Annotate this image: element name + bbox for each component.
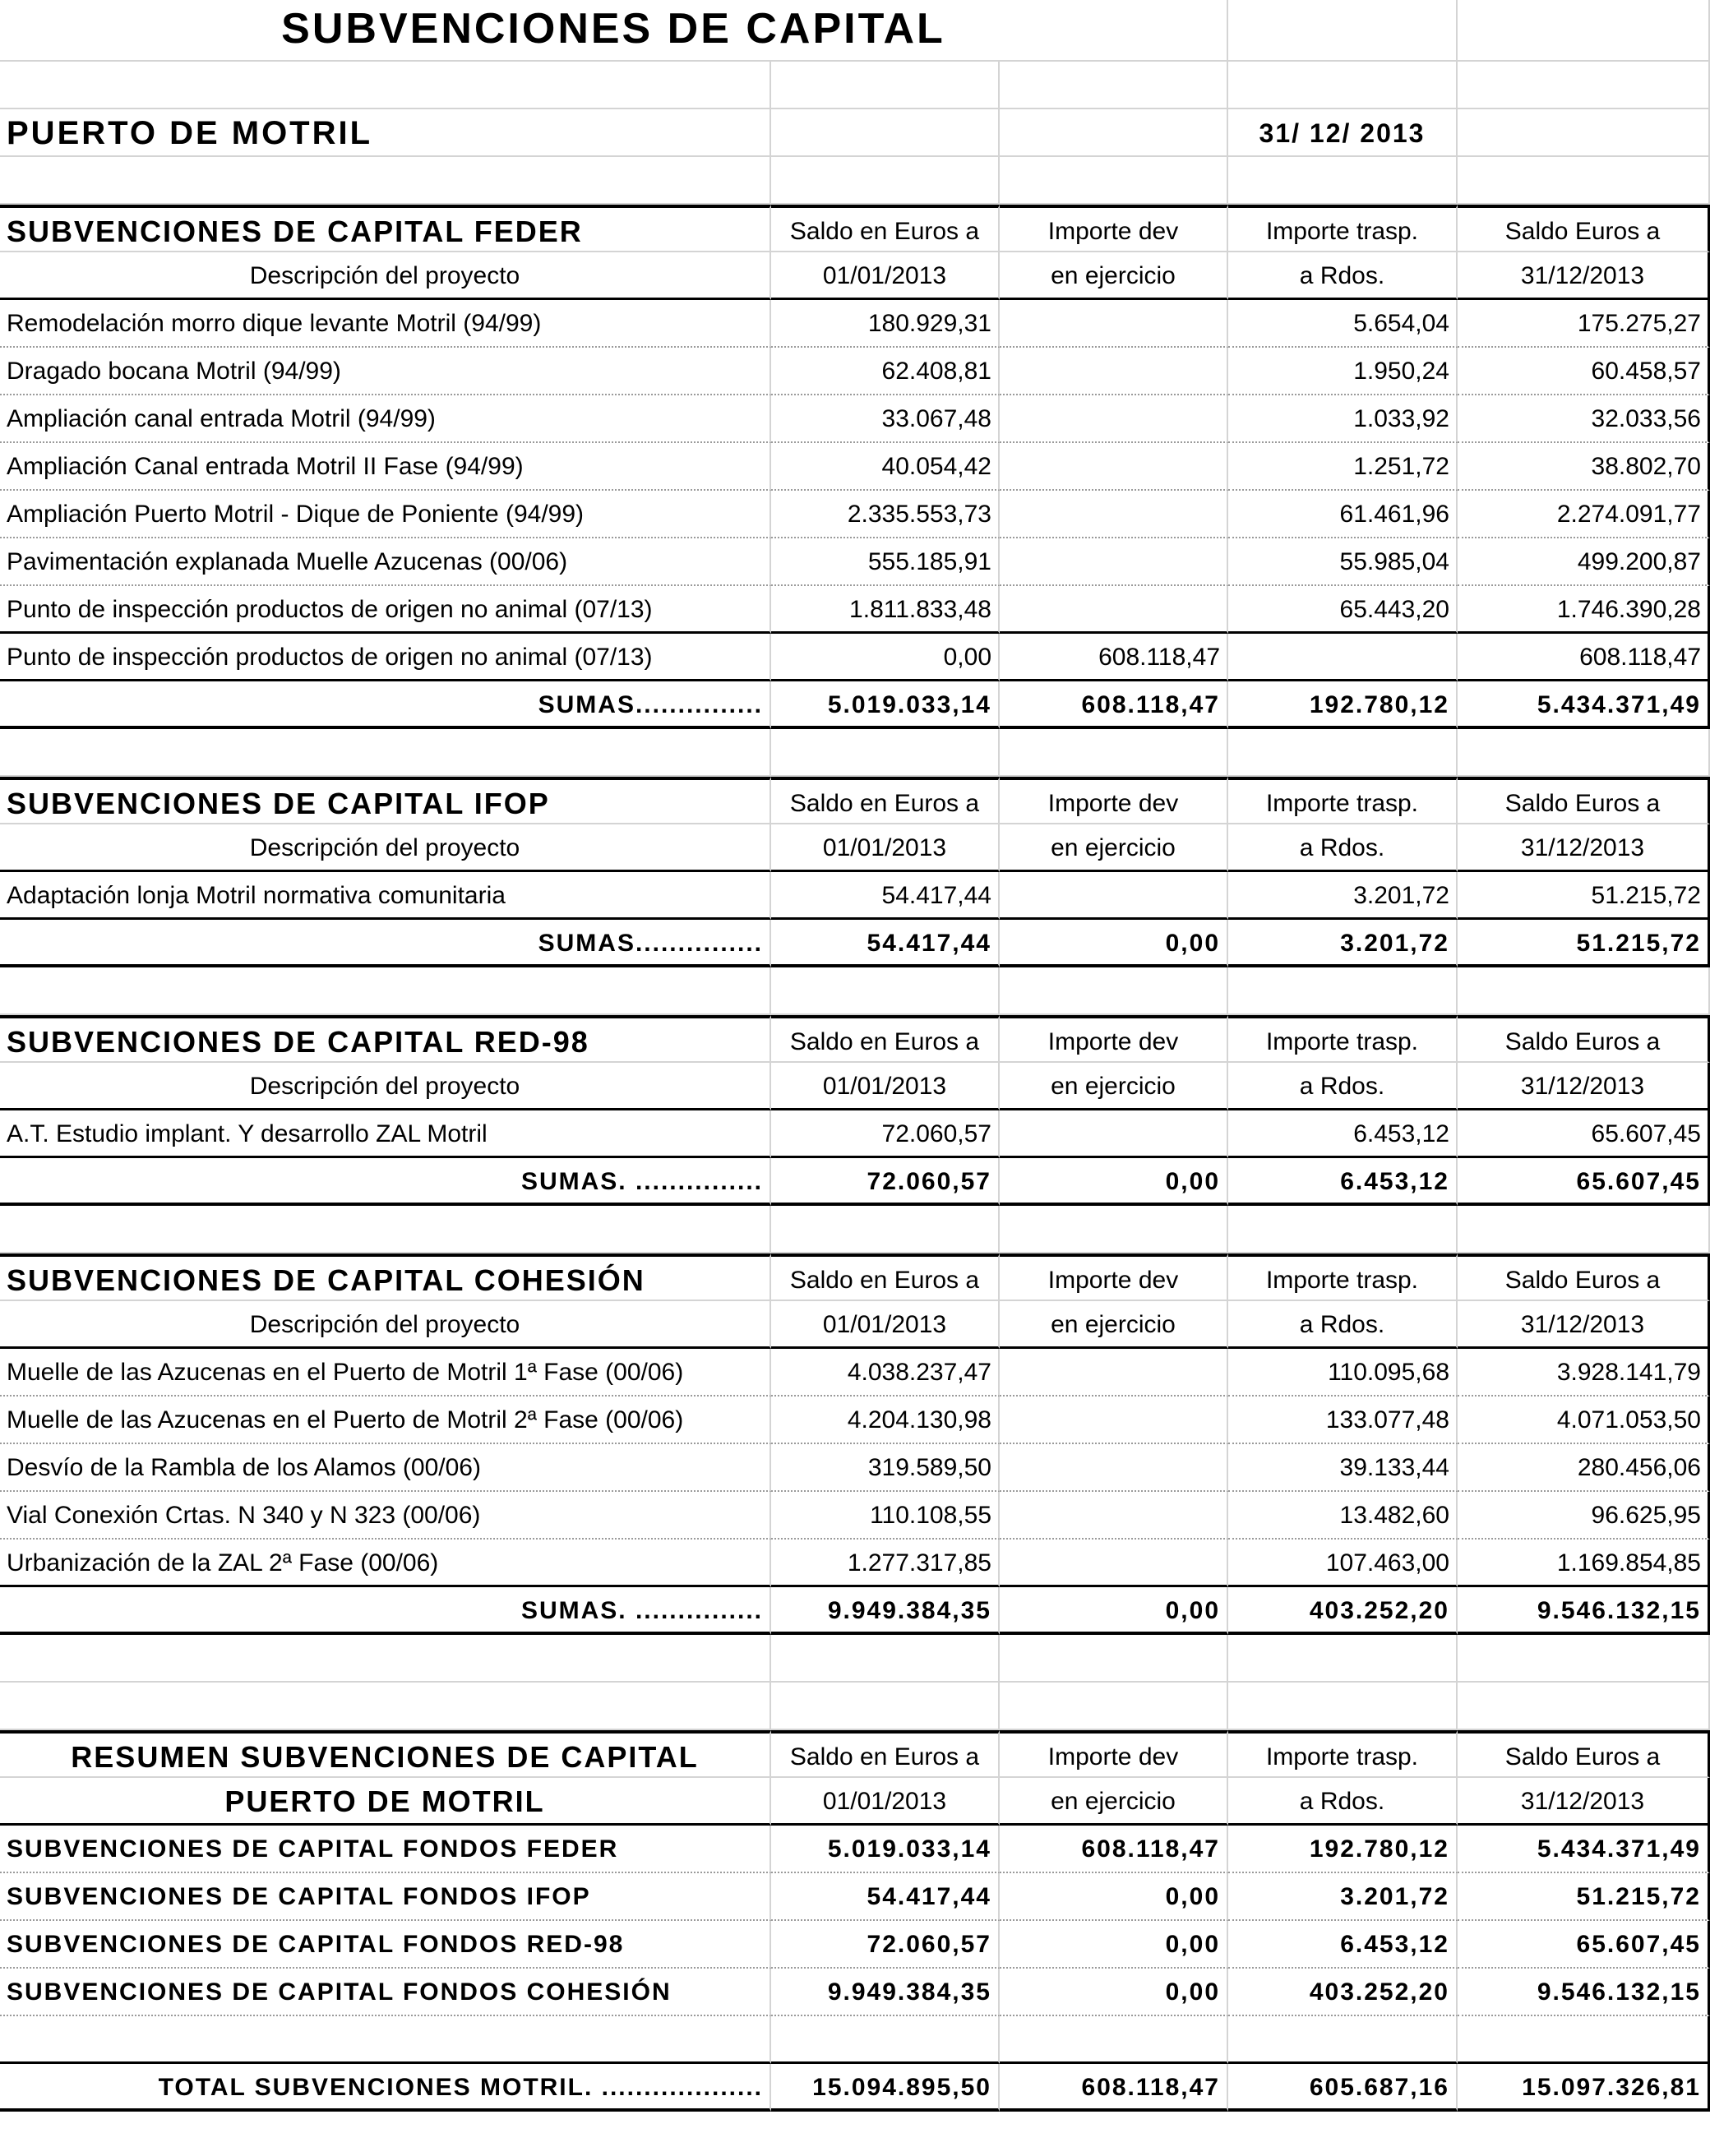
table-row [0, 443, 1710, 491]
col-header-saldo-final: Saldo Euros a [1458, 1730, 1710, 1778]
importe-dev-value [1000, 300, 1228, 348]
project-description: Punto de inspección productos de origen no animal (07/13) [0, 634, 771, 681]
report-date: 31/ 12/ 2013 [1228, 109, 1458, 157]
section-red98 [0, 1015, 1710, 1206]
section-subheader-row [0, 1301, 1710, 1349]
section-title: SUBVENCIONES DE CAPITAL IFOP [0, 777, 771, 824]
project-description: Adaptación lonja Motril normativa comunitaria [0, 872, 771, 920]
sum-saldo-inicial: 54.417,44 [771, 920, 1000, 967]
col-subheader-ejercicio: en ejercicio [1000, 1301, 1228, 1349]
project-description: Muelle de las Azucenas en el Puerto de Motril 2ª Fase (00/06) [0, 1397, 771, 1444]
port-name: PUERTO DE MOTRIL [0, 109, 771, 157]
total-saldo-final: 15.097.326,81 [1458, 2064, 1710, 2112]
saldo-final-value: 51.215,72 [1458, 872, 1710, 920]
saldo-final-value: 1.746.390,28 [1458, 586, 1710, 634]
col-subheader-fecha-inicial: 01/01/2013 [771, 824, 1000, 872]
total-saldo-inicial: 15.094.895,50 [771, 2064, 1000, 2112]
col-subheader-fecha-inicial: 01/01/2013 [771, 252, 1000, 300]
table-row [0, 1444, 1710, 1492]
saldo-final-value: 5.434.371,49 [1458, 1826, 1710, 1873]
port-row [0, 109, 1710, 157]
section-header-row [0, 205, 1710, 252]
project-description: Remodelación morro dique levante Motril (94/99) [0, 300, 771, 348]
saldo-inicial-value: 54.417,44 [771, 1873, 1000, 1921]
col-header-descripcion: Descripción del proyecto [0, 1301, 771, 1349]
sum-importe-dev: 0,00 [1000, 1158, 1228, 1206]
col-header-importe-trasp: Importe trasp. [1228, 1253, 1458, 1301]
sum-row [0, 681, 1710, 729]
saldo-inicial-value: 2.335.553,73 [771, 491, 1000, 538]
section-cohesion [0, 1253, 1710, 1635]
sheet-title: SUBVENCIONES DE CAPITAL [0, 0, 1228, 62]
col-subheader-rdos: a Rdos. [1228, 1063, 1458, 1110]
fund-label: SUBVENCIONES DE CAPITAL FONDOS FEDER [0, 1826, 771, 1873]
importe-trasp-value: 192.780,12 [1228, 1826, 1458, 1873]
importe-trasp-value: 6.453,12 [1228, 1921, 1458, 1969]
resumen-row [0, 1873, 1710, 1921]
saldo-final-value: 608.118,47 [1458, 634, 1710, 681]
section-subheader-row [0, 252, 1710, 300]
saldo-inicial-value: 72.060,57 [771, 1110, 1000, 1158]
col-subheader-ejercicio: en ejercicio [1000, 1063, 1228, 1110]
sum-importe-dev: 608.118,47 [1000, 681, 1228, 729]
importe-trasp-value: 3.201,72 [1228, 872, 1458, 920]
saldo-inicial-value: 1.811.833,48 [771, 586, 1000, 634]
importe-dev-value: 608.118,47 [1000, 1826, 1228, 1873]
col-header-importe-trasp: Importe trasp. [1228, 205, 1458, 252]
sum-saldo-final: 9.546.132,15 [1458, 1587, 1710, 1635]
importe-dev-value: 0,00 [1000, 1969, 1228, 2016]
sum-label: SUMAS. ............... [0, 1587, 771, 1635]
sum-label: SUMAS. ............... [0, 1158, 771, 1206]
saldo-inicial-value: 110.108,55 [771, 1492, 1000, 1540]
sum-saldo-final: 51.215,72 [1458, 920, 1710, 967]
col-header-saldo-inicial: Saldo en Euros a [771, 205, 1000, 252]
sum-saldo-final: 5.434.371,49 [1458, 681, 1710, 729]
section-subheader-row [0, 824, 1710, 872]
col-header-importe-dev: Importe dev [1000, 205, 1228, 252]
importe-trasp-value: 107.463,00 [1228, 1540, 1458, 1587]
blank-row [0, 1635, 1710, 1683]
importe-trasp-value: 65.443,20 [1228, 586, 1458, 634]
sum-importe-dev: 0,00 [1000, 1587, 1228, 1635]
col-header-importe-trasp: Importe trasp. [1228, 777, 1458, 824]
sum-importe-trasp: 192.780,12 [1228, 681, 1458, 729]
col-header-saldo-final: Saldo Euros a [1458, 205, 1710, 252]
importe-dev-value: 0,00 [1000, 1921, 1228, 1969]
col-subheader-rdos: a Rdos. [1228, 252, 1458, 300]
saldo-inicial-value: 9.949.384,35 [771, 1969, 1000, 2016]
project-description: Muelle de las Azucenas en el Puerto de Motril 1ª Fase (00/06) [0, 1349, 771, 1397]
resumen-blank-row [0, 2016, 1710, 2064]
importe-dev-value [1000, 1110, 1228, 1158]
section-header-row [0, 777, 1710, 824]
importe-trasp-value: 1.033,92 [1228, 395, 1458, 443]
saldo-inicial-value: 1.277.317,85 [771, 1540, 1000, 1587]
blank-row [0, 1683, 1710, 1730]
saldo-final-value: 1.169.854,85 [1458, 1540, 1710, 1587]
col-header-saldo-final: Saldo Euros a [1458, 1253, 1710, 1301]
resumen-row [0, 1826, 1710, 1873]
resumen-subtitle: PUERTO DE MOTRIL [0, 1778, 771, 1826]
table-row [0, 1397, 1710, 1444]
sum-label: SUMAS............... [0, 681, 771, 729]
sum-importe-trasp: 3.201,72 [1228, 920, 1458, 967]
section-feder [0, 205, 1710, 729]
col-subheader-fecha-final: 31/12/2013 [1458, 824, 1710, 872]
saldo-final-value: 3.928.141,79 [1458, 1349, 1710, 1397]
importe-trasp-value: 13.482,60 [1228, 1492, 1458, 1540]
saldo-inicial-value: 40.054,42 [771, 443, 1000, 491]
col-header-descripcion: Descripción del proyecto [0, 252, 771, 300]
title-row [0, 0, 1710, 62]
table-row [0, 1540, 1710, 1587]
importe-trasp-value: 1.950,24 [1228, 348, 1458, 395]
saldo-final-value: 60.458,57 [1458, 348, 1710, 395]
importe-trasp-value: 6.453,12 [1228, 1110, 1458, 1158]
col-subheader-fecha-inicial: 01/01/2013 [771, 1301, 1000, 1349]
col-subheader-fecha-final: 31/12/2013 [1458, 1778, 1710, 1826]
resumen-row [0, 1969, 1710, 2016]
total-importe-dev: 608.118,47 [1000, 2064, 1228, 2112]
sum-row [0, 1158, 1710, 1206]
blank-row [0, 729, 1710, 777]
blank-row [0, 1206, 1710, 1253]
col-header-saldo-inicial: Saldo en Euros a [771, 1253, 1000, 1301]
importe-dev-value [1000, 491, 1228, 538]
section-title: SUBVENCIONES DE CAPITAL RED-98 [0, 1015, 771, 1063]
col-subheader-fecha-final: 31/12/2013 [1458, 252, 1710, 300]
importe-dev-value: 0,00 [1000, 1873, 1228, 1921]
project-description: Ampliación Puerto Motril - Dique de Poniente (94/99) [0, 491, 771, 538]
cell-empty [0, 2016, 771, 2064]
importe-dev-value [1000, 348, 1228, 395]
saldo-final-value: 175.275,27 [1458, 300, 1710, 348]
table-row [0, 491, 1710, 538]
importe-dev-value [1000, 872, 1228, 920]
section-title: SUBVENCIONES DE CAPITAL COHESIÓN [0, 1253, 771, 1301]
sum-saldo-inicial: 9.949.384,35 [771, 1587, 1000, 1635]
saldo-inicial-value: 180.929,31 [771, 300, 1000, 348]
importe-trasp-value: 1.251,72 [1228, 443, 1458, 491]
col-header-importe-dev: Importe dev [1000, 1253, 1228, 1301]
resumen-header-row [0, 1730, 1710, 1778]
sum-importe-trasp: 6.453,12 [1228, 1158, 1458, 1206]
col-header-importe-trasp: Importe trasp. [1228, 1730, 1458, 1778]
project-description: Ampliación Canal entrada Motril II Fase (94/99) [0, 443, 771, 491]
col-header-saldo-inicial: Saldo en Euros a [771, 1015, 1000, 1063]
table-row [0, 348, 1710, 395]
importe-dev-value [1000, 1540, 1228, 1587]
fund-label: SUBVENCIONES DE CAPITAL FONDOS IFOP [0, 1873, 771, 1921]
importe-dev-value [1000, 1349, 1228, 1397]
importe-trasp-value: 110.095,68 [1228, 1349, 1458, 1397]
resumen-title: RESUMEN SUBVENCIONES DE CAPITAL [0, 1730, 771, 1778]
table-row [0, 395, 1710, 443]
col-header-descripcion: Descripción del proyecto [0, 1063, 771, 1110]
importe-dev-value [1000, 443, 1228, 491]
section-subheader-row [0, 1063, 1710, 1110]
saldo-final-value: 65.607,45 [1458, 1921, 1710, 1969]
sum-saldo-final: 65.607,45 [1458, 1158, 1710, 1206]
col-header-importe-dev: Importe dev [1000, 1015, 1228, 1063]
col-header-saldo-final: Saldo Euros a [1458, 777, 1710, 824]
importe-trasp-value [1228, 634, 1458, 681]
saldo-final-value: 499.200,87 [1458, 538, 1710, 586]
importe-dev-value [1000, 586, 1228, 634]
saldo-inicial-value: 33.067,48 [771, 395, 1000, 443]
saldo-final-value: 65.607,45 [1458, 1110, 1710, 1158]
col-subheader-fecha-inicial: 01/01/2013 [771, 1778, 1000, 1826]
section-resumen [0, 1730, 1710, 2112]
saldo-inicial-value: 5.019.033,14 [771, 1826, 1000, 1873]
table-row [0, 1349, 1710, 1397]
saldo-inicial-value: 54.417,44 [771, 872, 1000, 920]
col-header-importe-dev: Importe dev [1000, 1730, 1228, 1778]
saldo-final-value: 51.215,72 [1458, 1873, 1710, 1921]
total-label: TOTAL SUBVENCIONES MOTRIL. ................... [0, 2064, 771, 2112]
col-subheader-fecha-final: 31/12/2013 [1458, 1063, 1710, 1110]
col-subheader-rdos: a Rdos. [1228, 1778, 1458, 1826]
section-header-row [0, 1253, 1710, 1301]
saldo-final-value: 38.802,70 [1458, 443, 1710, 491]
col-header-saldo-final: Saldo Euros a [1458, 1015, 1710, 1063]
resumen-row [0, 1921, 1710, 1969]
sum-importe-dev: 0,00 [1000, 920, 1228, 967]
project-description: Urbanización de la ZAL 2ª Fase (00/06) [0, 1540, 771, 1587]
col-header-saldo-inicial: Saldo en Euros a [771, 1730, 1000, 1778]
section-header-row [0, 1015, 1710, 1063]
importe-trasp-value: 3.201,72 [1228, 1873, 1458, 1921]
sum-importe-trasp: 403.252,20 [1228, 1587, 1458, 1635]
project-description: Punto de inspección productos de origen no animal (07/13) [0, 586, 771, 634]
saldo-final-value: 32.033,56 [1458, 395, 1710, 443]
cell-empty [771, 2016, 1000, 2064]
cell-empty [1228, 0, 1458, 62]
table-row [0, 1110, 1710, 1158]
saldo-inicial-value: 62.408,81 [771, 348, 1000, 395]
table-row [0, 586, 1710, 634]
saldo-inicial-value: 72.060,57 [771, 1921, 1000, 1969]
cell-empty [1458, 0, 1710, 62]
saldo-inicial-value: 319.589,50 [771, 1444, 1000, 1492]
table-row [0, 1492, 1710, 1540]
importe-dev-value [1000, 395, 1228, 443]
saldo-final-value: 4.071.053,50 [1458, 1397, 1710, 1444]
col-subheader-ejercicio: en ejercicio [1000, 252, 1228, 300]
blank-row [0, 967, 1710, 1015]
col-subheader-ejercicio: en ejercicio [1000, 1778, 1228, 1826]
sum-saldo-inicial: 5.019.033,14 [771, 681, 1000, 729]
saldo-inicial-value: 555.185,91 [771, 538, 1000, 586]
col-subheader-rdos: a Rdos. [1228, 1301, 1458, 1349]
total-importe-trasp: 605.687,16 [1228, 2064, 1458, 2112]
importe-trasp-value: 61.461,96 [1228, 491, 1458, 538]
project-description: Ampliación canal entrada Motril (94/99) [0, 395, 771, 443]
project-description: Vial Conexión Crtas. N 340 y N 323 (00/06) [0, 1492, 771, 1540]
sum-row [0, 920, 1710, 967]
fund-label: SUBVENCIONES DE CAPITAL FONDOS RED-98 [0, 1921, 771, 1969]
sum-saldo-inicial: 72.060,57 [771, 1158, 1000, 1206]
col-subheader-fecha-inicial: 01/01/2013 [771, 1063, 1000, 1110]
total-row [0, 2064, 1710, 2112]
col-header-descripcion: Descripción del proyecto [0, 824, 771, 872]
col-subheader-fecha-final: 31/12/2013 [1458, 1301, 1710, 1349]
table-row [0, 872, 1710, 920]
saldo-inicial-value: 4.038.237,47 [771, 1349, 1000, 1397]
col-subheader-rdos: a Rdos. [1228, 824, 1458, 872]
col-header-saldo-inicial: Saldo en Euros a [771, 777, 1000, 824]
importe-trasp-value: 133.077,48 [1228, 1397, 1458, 1444]
importe-dev-value [1000, 538, 1228, 586]
saldo-final-value: 9.546.132,15 [1458, 1969, 1710, 2016]
importe-dev-value [1000, 1397, 1228, 1444]
saldo-final-value: 2.274.091,77 [1458, 491, 1710, 538]
importe-trasp-value: 39.133,44 [1228, 1444, 1458, 1492]
project-description: Pavimentación explanada Muelle Azucenas (00/06) [0, 538, 771, 586]
importe-trasp-value: 55.985,04 [1228, 538, 1458, 586]
sum-label: SUMAS............... [0, 920, 771, 967]
project-description: Desvío de la Rambla de los Alamos (00/06) [0, 1444, 771, 1492]
saldo-final-value: 96.625,95 [1458, 1492, 1710, 1540]
table-row [0, 538, 1710, 586]
blank-row [0, 157, 1710, 205]
importe-dev-value [1000, 1444, 1228, 1492]
importe-trasp-value: 403.252,20 [1228, 1969, 1458, 2016]
project-description: Dragado bocana Motril (94/99) [0, 348, 771, 395]
project-description: A.T. Estudio implant. Y desarrollo ZAL Motril [0, 1110, 771, 1158]
cell-empty [1000, 2016, 1228, 2064]
table-row [0, 634, 1710, 681]
section-ifop [0, 777, 1710, 967]
resumen-subheader-row [0, 1778, 1710, 1826]
importe-dev-value: 608.118,47 [1000, 634, 1228, 681]
fund-label: SUBVENCIONES DE CAPITAL FONDOS COHESIÓN [0, 1969, 771, 2016]
saldo-inicial-value: 4.204.130,98 [771, 1397, 1000, 1444]
importe-dev-value [1000, 1492, 1228, 1540]
col-subheader-ejercicio: en ejercicio [1000, 824, 1228, 872]
section-title: SUBVENCIONES DE CAPITAL FEDER [0, 205, 771, 252]
cell-empty [1458, 2016, 1710, 2064]
saldo-final-value: 280.456,06 [1458, 1444, 1710, 1492]
col-header-importe-trasp: Importe trasp. [1228, 1015, 1458, 1063]
sum-row [0, 1587, 1710, 1635]
cell-empty [1228, 2016, 1458, 2064]
col-header-importe-dev: Importe dev [1000, 777, 1228, 824]
blank-row [0, 62, 1710, 109]
saldo-inicial-value: 0,00 [771, 634, 1000, 681]
table-row [0, 300, 1710, 348]
importe-trasp-value: 5.654,04 [1228, 300, 1458, 348]
